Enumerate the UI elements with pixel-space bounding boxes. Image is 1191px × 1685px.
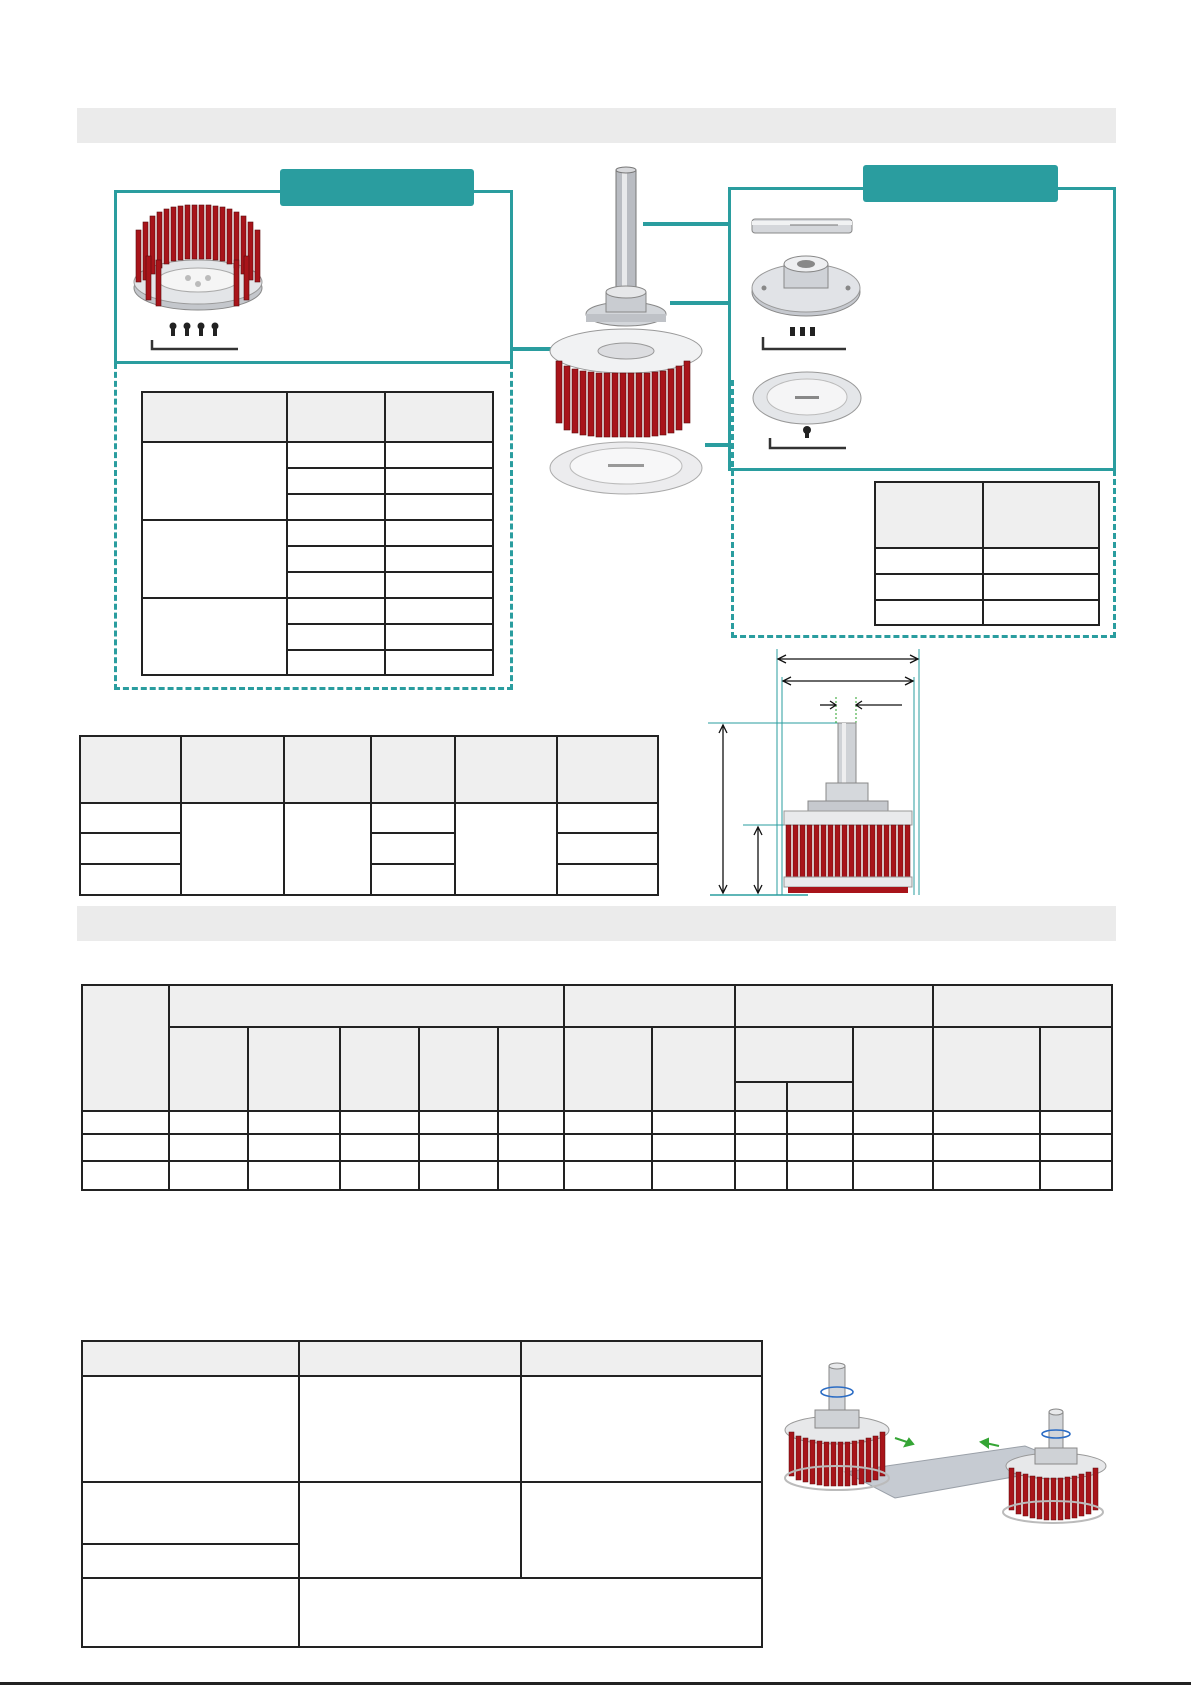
section-header-1 xyxy=(77,108,1116,143)
plate-connector xyxy=(705,443,730,447)
hex-key-icon xyxy=(150,340,240,352)
dimension-drawing xyxy=(708,645,928,900)
brush-ring-image xyxy=(128,196,268,316)
feed-arrow-icon xyxy=(895,1438,999,1447)
hardware-spec-table xyxy=(874,481,1100,626)
hub-screws-icon xyxy=(760,325,850,353)
application-table xyxy=(81,1340,763,1648)
section-header-2 xyxy=(77,906,1116,941)
conveyor-illustration xyxy=(785,1362,1125,1542)
brush-spec-table xyxy=(141,391,494,676)
dimension-table xyxy=(79,735,659,896)
brush-assembly-image xyxy=(546,166,706,501)
hub-connector xyxy=(670,301,730,305)
performance-table xyxy=(81,984,1113,1191)
shaft-connector xyxy=(643,222,730,226)
hub-flange-image xyxy=(750,250,862,320)
shaft-image xyxy=(750,216,854,236)
screws-icon xyxy=(168,322,224,340)
